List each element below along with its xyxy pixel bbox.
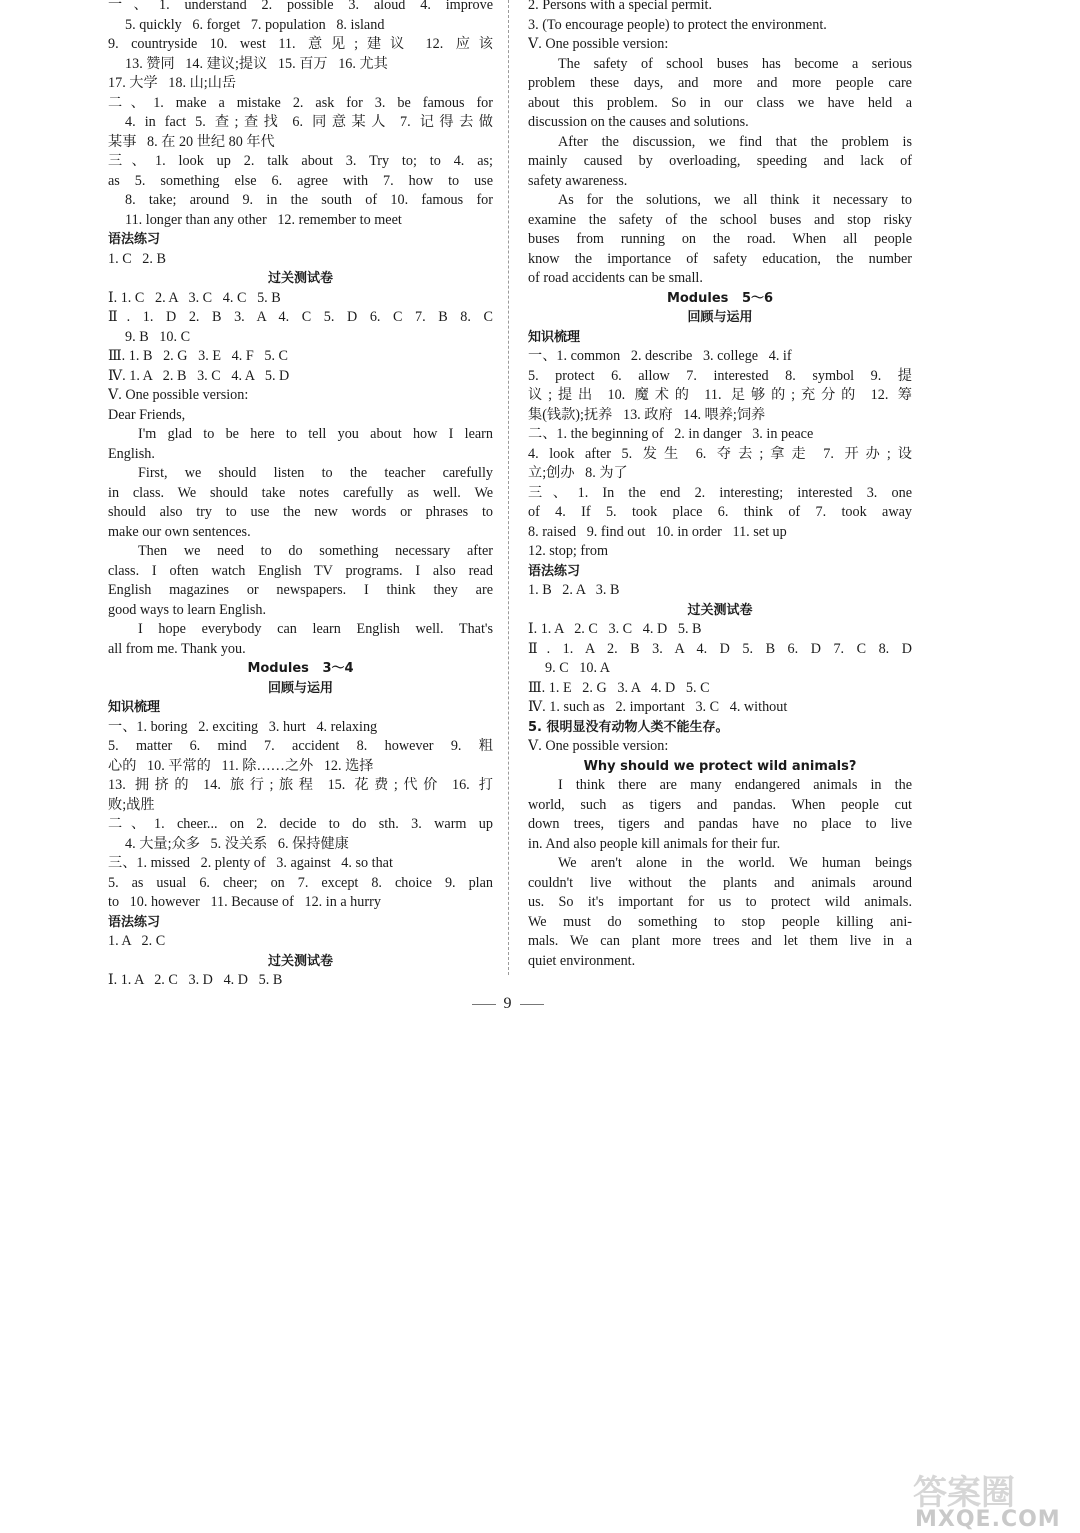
right-column-line: I think there are many endangered animals in the xyxy=(558,777,912,793)
left-column-line: Ⅰ. 1. A 2. C 3. D 4. D 5. B xyxy=(108,972,283,988)
left-column-line: 4. 大量;众多 5. 没关系 6. 保持健康 xyxy=(125,835,349,852)
left-column-line: 5. matter 6. mind 7. accident 8. however 9. 粗 xyxy=(108,738,493,754)
right-column-line: examine the safety of the school buses and stop risky xyxy=(528,211,912,228)
right-column-line: Why should we protect wild animals? xyxy=(583,758,857,774)
right-column-line: 2. Persons with a special permit. xyxy=(528,0,713,13)
left-column-line: Ⅴ. One possible version: xyxy=(108,387,249,403)
right-column-line: of road accidents can be small. xyxy=(528,270,703,286)
right-column-line: We must do something to stop people killing ani- xyxy=(528,913,912,930)
left-column-line: 回顾与运用 xyxy=(267,680,333,696)
right-column-line: 三、1. In the end 2. interesting; interested 3. one xyxy=(528,484,912,501)
right-column-line: down trees, tigers and pandas have no place to live xyxy=(528,816,912,832)
left-column-line: should also try to use the new words or phrases to xyxy=(108,504,493,520)
left-column-line: Dear Friends, xyxy=(108,406,186,423)
left-column-line: as 5. something else 6. agree with 7. how to use xyxy=(108,172,493,189)
right-column-line: 二、1. the beginning of 2. in danger 3. in peace xyxy=(528,426,814,442)
left-column-line: 三、1. missed 2. plenty of 3. against 4. so that xyxy=(108,855,393,871)
right-column-line: 8. raised 9. find out 10. in order 11. set up xyxy=(528,523,787,540)
left-column-line: 二、1. cheer... on 2. decide to do sth. 3. warm up xyxy=(108,816,493,832)
left-column-line: First, we should listen to the teacher carefully xyxy=(138,465,493,481)
left-column-line: English magazines or newspapers. I think they are xyxy=(108,582,493,598)
right-column-line: world, such as tigers and pandas. When people cut xyxy=(528,796,912,813)
column-divider xyxy=(508,0,509,975)
right-column-line: know the importance of safety education, the number xyxy=(528,250,912,267)
right-column-line: Ⅱ. 1. A 2. B 3. A 4. D 5. B 6. D 7. C 8. D xyxy=(528,640,912,657)
right-column-line: us. So it's important for us to protect wild animals. xyxy=(528,894,912,910)
left-column-line: 9. countryside 10. west 11. 意见;建议 12. 应该 xyxy=(108,36,493,52)
right-column-line: safety awareness. xyxy=(528,172,628,189)
watermark-logo: 答案圈 xyxy=(913,1473,1015,1513)
left-column-line: Then we need to do something necessary after xyxy=(138,543,493,559)
right-column-line: 4. look after 5. 发生 6. 夺去;拿走 7. 开办;设 xyxy=(528,445,912,462)
right-column-line: Modules 5～6 xyxy=(666,290,774,306)
left-column-line: 心的 10. 平常的 11. 除……之外 12. 选择 xyxy=(108,757,374,774)
left-column-line: Ⅰ. 1. C 2. A 3. C 4. C 5. B xyxy=(108,289,281,306)
left-column-line: Ⅲ. 1. B 2. G 3. E 4. F 5. C xyxy=(108,348,289,364)
page-number-dash-right xyxy=(520,1004,544,1005)
right-column-line: 一、1. common 2. describe 3. college 4. if xyxy=(528,348,792,364)
left-column-line: 1. C 2. B xyxy=(108,250,166,267)
left-column-line: 17. 大学 18. 山;山岳 xyxy=(108,75,237,91)
left-column-line: make our own sentences. xyxy=(108,523,251,540)
right-column-line: 5. 很明显没有动物人类不能生存。 xyxy=(528,719,729,735)
right-column-line: Ⅴ. One possible version: xyxy=(528,36,669,52)
page-number-text: 9 xyxy=(503,995,512,1012)
right-column-line: 集(钱款);抚养 13. 政府 14. 喂养;饲养 xyxy=(528,406,766,423)
left-column-line: 4. in fact 5. 查;查找 6. 同意某人 7. 记得去做 xyxy=(125,114,493,130)
left-column-line: 一、1. understand 2. possible 3. aloud 4. improve xyxy=(108,0,493,13)
left-column-line: 5. as usual 6. cheer; on 7. except 8. choice 9. plan xyxy=(108,874,493,891)
right-column-line: 9. C 10. A xyxy=(545,660,611,676)
right-column-line: buses from running on the road. When all people xyxy=(528,231,912,247)
left-column-line: 二、1. make a mistake 2. ask for 3. be famous for xyxy=(108,94,493,111)
page-number-dash-left xyxy=(472,1004,496,1005)
left-column-line: 一、1. boring 2. exciting 3. hurt 4. relaxing xyxy=(108,718,378,735)
watermark-url: MXQE.COM xyxy=(915,1507,1061,1532)
left-column-line: Modules 3～4 xyxy=(247,661,354,676)
left-column-line: good ways to learn English. xyxy=(108,601,267,618)
left-column-line: 13. 赞同 14. 建议;提议 15. 百万 16. 尤其 xyxy=(125,55,388,72)
right-column-line: of 4. If 5. took place 6. think of 7. took away xyxy=(528,504,912,520)
watermark xyxy=(905,1465,1080,1533)
right-column-line: discussion on the causes and solutions. xyxy=(528,114,749,130)
left-column-line: 知识梳理 xyxy=(108,700,161,715)
left-column-line: I hope everybody can learn English well. That's xyxy=(138,621,493,637)
left-column-line: all from me. Thank you. xyxy=(108,640,246,657)
left-column-line: 11. longer than any other 12. remember to meet xyxy=(125,211,402,228)
left-column-line: 9. B 10. C xyxy=(125,328,191,345)
right-column-line: problem these days, and more and more people care xyxy=(528,75,912,91)
left-column-line: 过关测试卷 xyxy=(267,953,333,969)
left-column-line: in class. We should take notes carefully as well. We xyxy=(108,484,493,501)
left-column-line: Ⅳ. 1. A 2. B 3. C 4. A 5. D xyxy=(108,367,290,384)
left-column-line: 败;战胜 xyxy=(108,796,155,813)
right-column xyxy=(528,0,912,971)
left-column-line: I'm glad to be here to tell you about how I learn xyxy=(138,426,493,442)
right-column-line: about this problem. So in our class we have held a xyxy=(528,94,912,111)
right-column-line: As for the solutions, we all think it necessary to xyxy=(558,192,912,208)
right-column-line: Ⅴ. One possible version: xyxy=(528,738,669,754)
page-number xyxy=(0,995,1015,1013)
left-column-line: Ⅱ. 1. D 2. B 3. A 4. C 5. D 6. C 7. B 8. C xyxy=(108,309,493,325)
right-column-line: quiet environment. xyxy=(528,952,636,969)
right-column-line: 回顾与运用 xyxy=(687,310,753,325)
right-column-line: 12. stop; from xyxy=(528,543,608,559)
left-column-line: 8. take; around 9. in the south of 10. famous for xyxy=(125,192,493,208)
right-column-line: 1. B 2. A 3. B xyxy=(528,582,620,598)
right-column-line: Ⅰ. 1. A 2. C 3. C 4. D 5. B xyxy=(528,621,702,637)
right-column-line: Ⅲ. 1. E 2. G 3. A 4. D 5. C xyxy=(528,679,710,696)
right-column-line: 语法练习 xyxy=(528,563,581,579)
right-column-line: 立;创办 8. 为了 xyxy=(528,465,628,481)
left-column-line: 13. 拥挤的 14. 旅行;旅程 15. 花费;代价 16. 打 xyxy=(108,777,493,793)
left-column-line: 过关测试卷 xyxy=(267,271,333,286)
left-column-line: 某事 8. 在 20 世纪 80 年代 xyxy=(108,133,275,150)
right-column-line: We aren't alone in the world. We human beings xyxy=(558,855,912,871)
left-column-line: 语法练习 xyxy=(108,232,161,247)
right-column-line: The safety of school buses has become a serious xyxy=(558,55,912,72)
left-column-line: 三、1. look up 2. talk about 3. Try to; to 4. as; xyxy=(108,153,493,169)
right-column-line: 5. protect 6. allow 7. interested 8. symbol 9. 提 xyxy=(528,367,912,384)
left-column-line: 语法练习 xyxy=(108,914,161,930)
right-column-line: Ⅳ. 1. such as 2. important 3. C 4. without xyxy=(528,699,788,715)
right-column-line: 过关测试卷 xyxy=(687,602,753,618)
right-column-line: 3. (To encourage people) to protect the environment. xyxy=(528,16,827,33)
right-column-line: 知识梳理 xyxy=(528,329,581,345)
right-column-line: couldn't live without the plants and animals around xyxy=(528,874,912,891)
right-column-line: After the discussion, we find that the problem is xyxy=(558,133,912,150)
left-column xyxy=(108,0,493,991)
right-column-line: in. And also people kill animals for their fur. xyxy=(528,835,781,852)
right-column-line: mals. We can plant more trees and let them live in a xyxy=(528,933,912,949)
left-column-line: English. xyxy=(108,445,155,462)
left-column-line: 5. quickly 6. forget 7. population 8. island xyxy=(125,16,385,33)
left-column-line: 1. A 2. C xyxy=(108,933,166,949)
left-column-line: to 10. however 11. Because of 12. in a hurry xyxy=(108,894,381,910)
left-column-line: class. I often watch English TV programs. I also read xyxy=(108,562,493,579)
right-column-line: 议;提出 10. 魔术的 11. 足够的;充分的 12. 筹 xyxy=(528,387,912,403)
right-column-line: mainly caused by overloading, speeding and lack of xyxy=(528,153,912,169)
